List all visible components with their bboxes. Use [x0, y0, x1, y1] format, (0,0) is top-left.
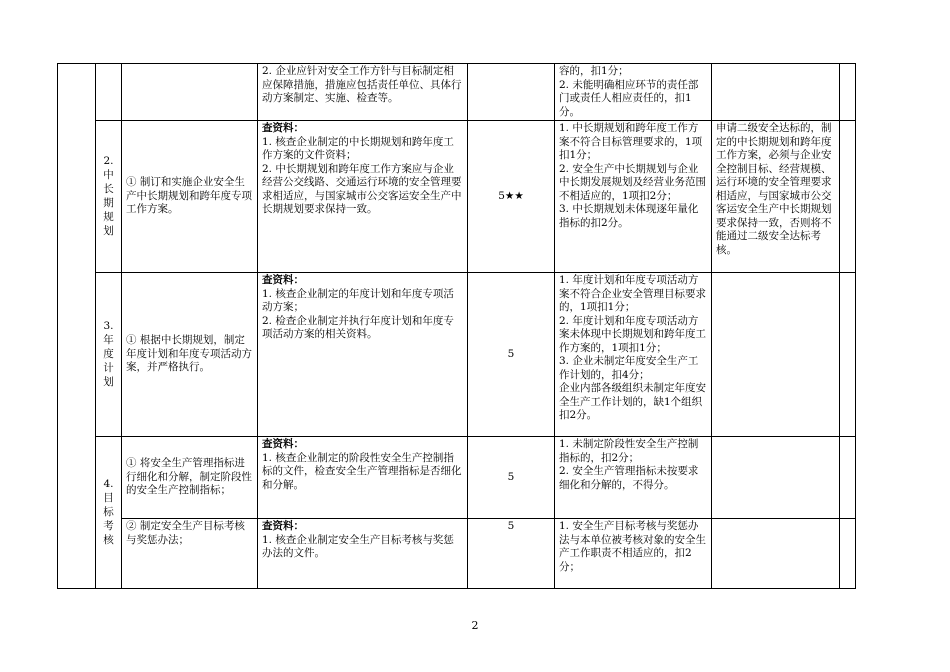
extra-cell: [840, 519, 856, 589]
table-row: [58, 121, 856, 273]
remark-cell: [712, 519, 840, 589]
method-text: 1. 核查企业制定安全生产目标考核与奖惩办法的文件。: [262, 533, 454, 559]
extra-cell: [840, 121, 856, 273]
method-heading: 查资料：: [262, 438, 304, 450]
item-cell: ① 将安全生产管理指标进行细化和分解，制定阶段性的安全生产控制指标；: [122, 437, 258, 519]
extra-cell: [840, 437, 856, 519]
assessment-table: [57, 63, 856, 589]
remark-cell: [712, 273, 840, 437]
deduction-cell: 1. 安全生产目标考核与奖惩办法与本单位被考核对象的安全生产工作职责不相适应的，扣2分；: [555, 519, 712, 589]
extra-cell: [840, 64, 856, 121]
remark-cell: [712, 64, 840, 121]
item-cell: ② 制定安全生产目标考核与奖惩办法；: [122, 519, 258, 589]
deduction-cell: 容的，扣1分； 2. 未能明确相应环节的责任部门或责任人相应责任的，扣1分。: [555, 64, 712, 121]
method-heading: 查资料：: [262, 520, 304, 532]
deduction-cell: 1. 年度计划和年度专项活动方案不符合企业安全管理目标要求的，1项扣1分； 2. 年度计划和年度专项活动方案未体现中长期规划和跨年度工作方案的，1项扣1分； 3. 企业未制定年度安全生产工作计划的，扣4分； 企业内部各级组织未制定年度安全生产工作计划的，缺1个组织扣2分。: [555, 273, 712, 437]
extra-cell: [840, 273, 856, 437]
method-text: 1. 核查企业制定的年度计划和年度专项活动方案； 2. 检查企业制定并执行年度计划和年度专项活动方案的相关资料。: [262, 287, 454, 340]
item-cell: [122, 64, 258, 121]
criteria-cell: 2. 企业应针对安全工作方针与目标制定相应保障措施，措施应包括责任单位、具体行动方案制定、实施、检查等。: [258, 64, 468, 121]
remark-cell: [712, 437, 840, 519]
section-label: 3. 年度计划: [96, 273, 122, 437]
table-row: [58, 64, 856, 121]
item-cell: ① 根据中长期规划，制定年度计划和年度专项活动方案，并严格执行。: [122, 273, 258, 437]
method-cell: [258, 519, 468, 589]
section-cell: [96, 64, 122, 121]
score-cell: [468, 64, 555, 121]
table-row: [58, 437, 856, 519]
method-cell: [258, 437, 468, 519]
method-cell: [258, 121, 468, 273]
category-cell: [58, 64, 96, 589]
page-number: 2: [471, 619, 479, 632]
method-text: 1. 核查企业制定的中长期规划和跨年度工作方案的文件资料； 2. 中长期规划和跨年度工作方案应与企业经营公交线路、交通运行环境的安全管理要求相适应，与国家城市公交客运安全生产中长期规划要求保持一致。: [262, 135, 462, 215]
deduction-cell: 1. 未制定阶段性安全生产控制指标的，扣2分； 2. 安全生产管理指标未按要求细化和分解的，不得分。: [555, 437, 712, 519]
method-heading: 查资料：: [262, 274, 304, 286]
table-row: [58, 519, 856, 589]
remark-cell: 申请二级安全达标的，制定的中长期规划和跨年度工作方案，必须与企业安全控制目标、经营规模、运行环境的安全管理要求相适应，与国家城市公交客运安全生产中长期规划要求保持一致，否则将不能通过二级安全达标考核。: [712, 121, 840, 273]
method-heading: 查资料：: [262, 122, 304, 134]
score-cell: 5: [468, 437, 555, 519]
section-label: 2. 中长期规划: [96, 121, 122, 273]
deduction-cell: 1. 中长期规划和跨年度工作方案不符合目标管理要求的，1项扣1分； 2. 安全生产中长期规划与企业中长期发展规划及经营业务范围不相适应的，1项扣2分； 3. 中长期规划未体现逐年量化指标的扣2分。: [555, 121, 712, 273]
method-text: 1. 核查企业制定的阶段性安全生产控制指标的文件，检查安全生产管理指标是否细化和分解。: [262, 451, 462, 491]
method-cell: [258, 273, 468, 437]
section-label: 4. 目标考核: [96, 437, 122, 589]
table-row: [58, 273, 856, 437]
score-cell: 5★★: [468, 121, 555, 273]
score-cell: 5: [468, 273, 555, 437]
score-cell: 5: [468, 519, 555, 589]
item-cell: ① 制订和实施企业安全生产中长期规划和跨年度专项工作方案。: [122, 121, 258, 273]
